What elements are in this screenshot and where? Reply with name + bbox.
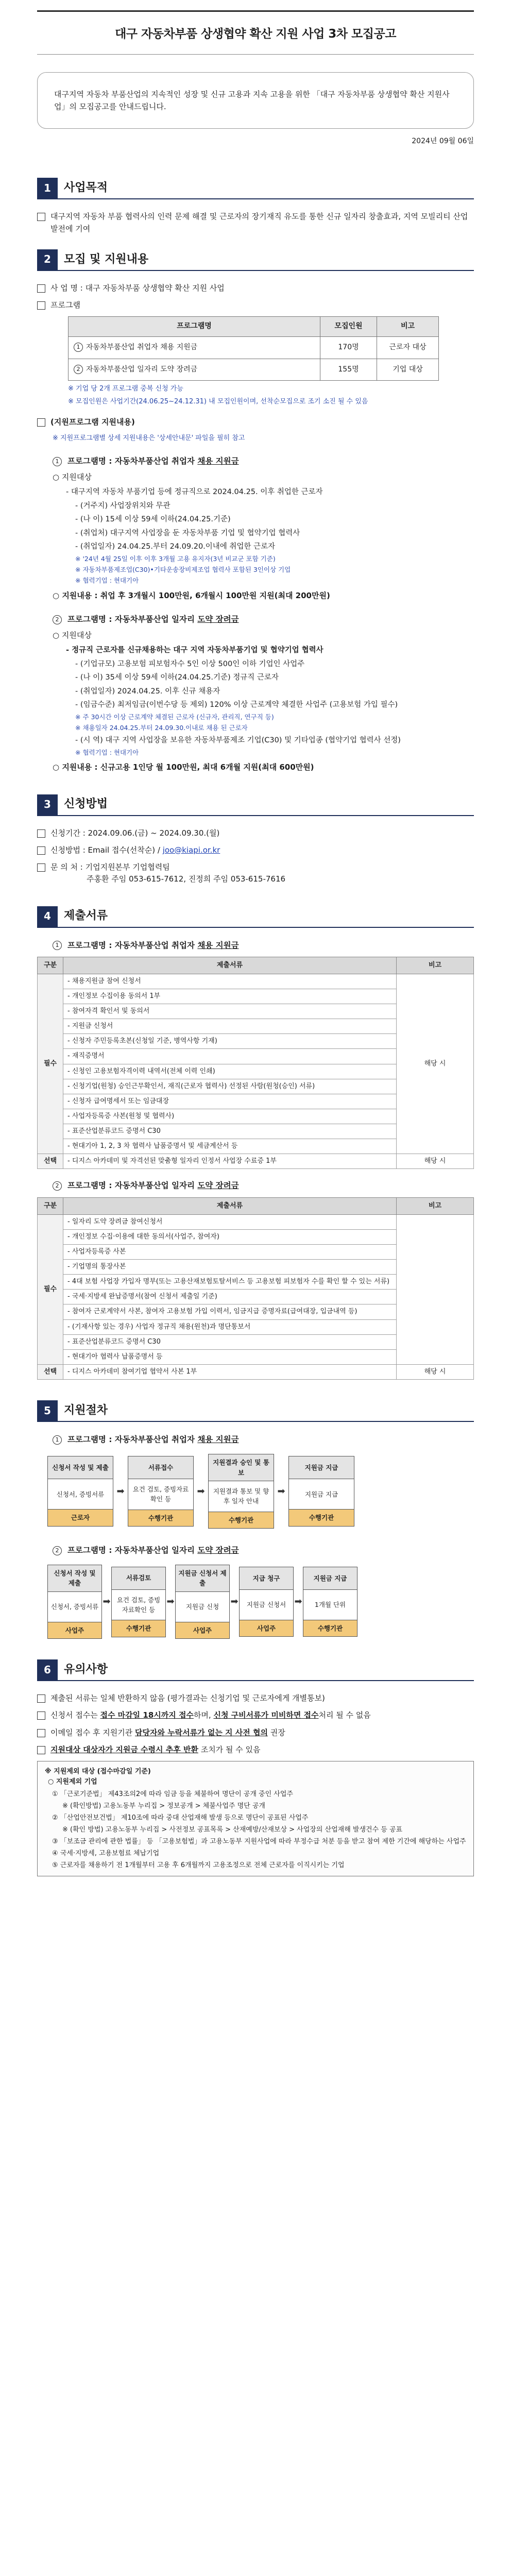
program-label-item — [37, 299, 474, 311]
p1-content-text: 지원내용 : 취업 후 3개월시 100만원, 6개월시 100만원 지원(최대 200만원) — [62, 590, 330, 600]
p2-line: - (기업규모) 고용보험 피보험자수 5인 이상 500인 이하 기업인 사업주 — [75, 659, 305, 668]
checkbox-square-icon — [37, 1694, 45, 1703]
checkbox-square-icon — [37, 284, 45, 293]
p2-line: - (임금수준) 최저임금(이번수당 등 제외) 120% 이상 근로계약 체결한 사업주 (고용보험 가입 필수) — [75, 701, 398, 709]
exclusion-box — [37, 1761, 474, 1876]
process-flow-1 — [47, 1454, 474, 1529]
flow-step — [128, 1456, 194, 1527]
arrow-right-icon: ➡ — [230, 1596, 239, 1607]
exclusion-sub: ○ 지원제외 기업 — [48, 1778, 97, 1786]
document-cell: - 사업자등록증 사본 — [63, 1244, 397, 1259]
flow-step-desc: 신청서, 증빙서류 — [50, 1603, 99, 1611]
document-cell: - 신청자 급여명세서 또는 임금대장 — [63, 1094, 397, 1109]
program-note: 기업 대상 — [377, 359, 439, 381]
program-1-head — [53, 455, 474, 467]
document-cell: - 4대 보험 사업장 가입자 명부(또는 고용산재보험토탈서비스 등 고용보험 피보험자 수를 확인 할 수 있는 서류) — [63, 1275, 397, 1290]
p1-line: - (나 이) 15세 이상 59세 이하(24.04.25.기준) — [75, 515, 231, 524]
contact-dept: 문 의 처 : 기업지원본부 기업협력팀 — [50, 862, 170, 872]
arrow-right-icon: ➡ — [197, 1485, 205, 1497]
docs-p1-title: 프로그램명 : 자동차부품산업 취업자 — [67, 940, 198, 950]
section-number: 5 — [37, 1400, 58, 1421]
checkbox-square-icon — [37, 213, 45, 221]
docs-p1-title-emph: 채용 지원금 — [197, 940, 239, 950]
program-table — [68, 316, 439, 381]
document-cell: - 신청인 고용보험자격이력 내역서(전체 이력 인쇄) — [63, 1064, 397, 1079]
flow-program-2-head — [53, 1544, 474, 1556]
circle-number: 2 — [53, 615, 62, 624]
apply-method: 신청방법 : Email 접수(선착순) / — [50, 845, 163, 855]
checkbox-square-icon — [37, 418, 45, 427]
flow-step-title: 지원금 지급 — [303, 1567, 357, 1590]
document-cell: - 참여자 근로계약서 사본, 참여자 고용보험 가입 이력서, 임금지급 증명자료(급여대장, 입금내역 등) — [63, 1304, 397, 1319]
flow-step-desc: 요건 검토, 증빙자료확인 등 — [132, 1485, 189, 1503]
flow-step-title: 서류접수 — [128, 1456, 193, 1479]
purpose-text: 대구지역 자동차 부품 협력사의 인력 문제 해결 및 근로자의 장기재직 유도를 통한 신규 일자리 창출효과, 지역 모빌리티 산업 발전에 기여 — [50, 212, 468, 233]
exclusion-head: ※ 지원제외 대상 (접수마감일 기준) — [45, 1768, 151, 1776]
documents-table-1 — [37, 957, 474, 1170]
arrow-right-icon: ➡ — [166, 1596, 175, 1607]
p2-content-text: 지원내용 : 신규고용 1인당 월 100만원, 최대 6개월 지원(최대 600만원) — [62, 762, 314, 772]
p1-note: ※ 협력기업 : 현대기아 — [75, 577, 139, 585]
p2-note: ※ 채용일자 24.04.25.부터 24.09.30.이내로 채용 된 근로자 — [75, 724, 248, 732]
section-number: 3 — [37, 794, 58, 815]
document-cell: - 사업자등록증 사본(원청 및 협력사) — [63, 1109, 397, 1124]
docs-program-1-head — [53, 939, 474, 952]
method-item — [37, 844, 474, 856]
flow-step-title: 서류검토 — [112, 1567, 165, 1590]
table-header: 모집인원 — [320, 317, 377, 337]
flow-step-actor: 수행기관 — [289, 1509, 354, 1526]
document-cell: - 국세·지방세 완납증명서(참여 신청서 제출일 기준) — [63, 1290, 397, 1304]
program-count: 155명 — [320, 359, 377, 381]
document-cell: - 현대기아 협력사 납품증명서 등 — [63, 1349, 397, 1364]
remark-cell: 해당 시 — [397, 974, 474, 1154]
section-6-header — [37, 1659, 474, 1681]
period-item — [37, 827, 474, 839]
caution-2: 신청서 접수는 접수 마감일 18시까지 접수하며, 신청 구비서류가 미비하면 접수처리 될 수 없음 — [50, 1710, 371, 1720]
caution-1: 제출된 서류는 일체 반환하지 않음 (평가결과는 신청기업 및 근로자에게 개별통보) — [50, 1693, 325, 1703]
exclusion-item: ④ 국세·지방세, 고용보험료 체납기업 — [52, 1850, 160, 1858]
target-label: ○ 지원대상 — [53, 631, 92, 640]
document-cell: - 표준산업분류코드 증명서 C30 — [63, 1124, 397, 1139]
exclusion-item: ※ (확인 방법) 고용노동부 누리집 > 사전정보 공표목록 > 산재예방/산재보상 > 사업장의 산업재해 발생건수 등 공표 — [62, 1825, 403, 1834]
document-cell: - 신청자 주민등록초본(신청일 기준, 병역사항 기재) — [63, 1034, 397, 1049]
document-cell: - 개인정보 수집이용 동의서 1부 — [63, 989, 397, 1004]
document-cell: - 디지스 아카데미 참여기업 협약서 사본 1부 — [63, 1365, 397, 1380]
program-note-2: ※ 모집인원은 사업기간(24.06.25~24.12.31) 내 모집인원이며, 선착순모집으로 조기 소진 될 수 있음 — [68, 397, 368, 405]
arrow-right-icon: ➡ — [103, 1596, 111, 1607]
p2-line: - (시 역) 대구 지역 사업장을 보유한 자동차부품제조 기업(C30) 및 기타업종 (협약기업 협력사 선정) — [75, 736, 401, 745]
flow-step-desc: 신청서, 증빙서류 — [56, 1490, 105, 1498]
p2-line: - (취업일자) 2024.04.25. 이후 신규 채용자 — [75, 687, 220, 696]
p1-line: - (거주지) 사업장위치와 무관 — [75, 501, 171, 510]
exclusion-item: ③ 「보조금 관리에 관한 법률」 등 「고용보험법」과 고용노동부 지원사업에 따라 부정수급 처분 등을 받고 참여 제한 기간에 해당하는 사업주 — [52, 1838, 466, 1846]
flow-p1-title: 프로그램명 : 자동차부품산업 취업자 — [67, 1435, 198, 1445]
flow-step-actor: 사업주 — [48, 1622, 101, 1638]
flow-step — [239, 1567, 294, 1637]
flow-step-desc: 지원금 신청 — [185, 1603, 219, 1611]
flow-step — [288, 1456, 354, 1526]
flow-step-actor: 수행기관 — [303, 1620, 357, 1636]
contact-item — [37, 861, 474, 886]
flow-step-desc: 지원금 지급 — [304, 1490, 338, 1498]
p2-note: ※ 협력기업 : 현대기아 — [75, 748, 139, 756]
flow-p2-title: 프로그램명 : 자동차부품산업 일자리 — [67, 1546, 198, 1555]
flow-step — [208, 1454, 274, 1529]
flow-step-actor: 수행기관 — [209, 1512, 274, 1528]
flow-step-desc: 지원금 신청서 — [246, 1601, 286, 1609]
exclusion-item: ※ (확인방법) 고용노동부 누리집 > 정보공개 > 체불사업주 명단 공개 — [62, 1802, 265, 1810]
category-cell: 선택 — [38, 1365, 63, 1380]
p1-line: - 대구지역 자동차 부품기업 등에 정규직으로 2024.04.25. 이후 취업한 근로자 — [66, 488, 323, 497]
p2-content: ○ 지원내용 : 신규고용 1인당 월 100만원, 최대 6개월 지원(최대 600만원) — [53, 762, 314, 772]
section-number: 2 — [37, 249, 58, 270]
documents-table-2 — [37, 1197, 474, 1380]
section-title: 사업목적 — [64, 181, 108, 195]
flow-step — [175, 1565, 230, 1639]
circle-number: 1 — [74, 343, 83, 352]
flow-step-title: 신청서 작성 및 제출 — [48, 1456, 113, 1479]
table-header: 비고 — [377, 317, 439, 337]
flow-step-title: 지원금 지급 — [289, 1456, 354, 1479]
table-row — [69, 359, 439, 381]
table-row — [38, 1365, 474, 1380]
support-note: ※ 지원프로그램별 상세 지원내용은 '상세안내문' 파일을 필히 참고 — [53, 434, 245, 442]
checkbox-square-icon — [37, 301, 45, 310]
caution-item — [37, 1709, 474, 1721]
exclusion-item: ① 「근로기준법」 제43조의2에 따라 임금 등을 체불하여 명단이 공개 중인 사업주 — [52, 1790, 293, 1798]
section-title: 모집 및 지원내용 — [64, 252, 149, 266]
p1-line: - (취업일자) 24.04.25.부터 24.09.20.이내에 취업한 근로자 — [75, 543, 276, 551]
document-cell: - 재직증명서 — [63, 1049, 397, 1064]
checkbox-square-icon — [37, 829, 45, 838]
program-label: 프로그램 — [50, 300, 80, 310]
flow-step — [111, 1567, 166, 1637]
arrow-right-icon: ➡ — [294, 1596, 302, 1607]
p2-line: - (나 이) 35세 이상 59세 이하(24.04.25.기준) 정규직 근로자 — [75, 673, 279, 682]
category-cell: 선택 — [38, 1154, 63, 1169]
flow-p1-title-emph: 채용 지원금 — [197, 1435, 239, 1445]
document-cell: - 지원금 신청서 — [63, 1019, 397, 1034]
flow-step-title: 지원금 신청서 제출 — [176, 1565, 229, 1592]
document-cell: - 참여자격 확인서 및 동의서 — [63, 1004, 397, 1019]
flow-p2-title-emph: 도약 장려금 — [197, 1546, 239, 1555]
project-name: 사 업 명 : 대구 자동차부품 상생협약 확산 지원 사업 — [50, 283, 225, 293]
section-title: 신청방법 — [64, 798, 108, 811]
program-note: 근로자 대상 — [377, 337, 439, 359]
support-content-item — [37, 416, 474, 428]
arrow-right-icon: ➡ — [277, 1485, 285, 1497]
document-cell: - 기업명의 통장사본 — [63, 1260, 397, 1275]
table-header: 제출서류 — [63, 1197, 397, 1214]
table-header: 제출서류 — [63, 957, 397, 974]
purpose-item — [37, 211, 474, 235]
arrow-right-icon: ➡ — [116, 1485, 125, 1497]
remark-cell: 해당 시 — [397, 1365, 474, 1380]
category-cell: 필수 — [38, 974, 63, 1154]
flow-step-actor: 수행기관 — [128, 1510, 193, 1526]
apply-period: 신청기간 : 2024.09.06.(금) ~ 2024.09.30.(월) — [50, 828, 220, 838]
table-row — [38, 974, 474, 989]
project-name-item — [37, 282, 474, 294]
section-5-header — [37, 1400, 474, 1422]
category-cell: 필수 — [38, 1214, 63, 1364]
docs-program-2-head — [53, 1179, 474, 1192]
table-header: 프로그램명 — [69, 317, 320, 337]
section-4-header — [37, 906, 474, 928]
flow-step — [303, 1567, 357, 1637]
section-title: 제출서류 — [64, 909, 108, 923]
document-cell: - 채용지원금 참여 신청서 — [63, 974, 397, 989]
exclusion-item: ⑤ 근로자를 채용하기 전 1개월부터 고용 후 6개월까지 고용조정으로 전체 근로자를 이직시키는 기업 — [52, 1861, 345, 1870]
flow-step — [47, 1565, 102, 1639]
program-1-title-emph: 채용 지원금 — [197, 456, 239, 466]
caution-item — [37, 1692, 474, 1704]
section-number: 4 — [37, 906, 58, 927]
intro-text: 대구지역 자동차 부품산업의 지속적인 성장 및 신규 고용과 지속 고용을 위한 「대구 자동차부품 상생협약 확산 지원사업」의 모집공고를 안내드립니다. — [54, 89, 450, 111]
target-label: ○ 지원대상 — [53, 472, 92, 482]
checkbox-square-icon — [37, 1746, 45, 1754]
table-row — [38, 1154, 474, 1169]
section-number: 6 — [37, 1659, 58, 1680]
caution-item — [37, 1727, 474, 1739]
section-title: 지원절차 — [64, 1404, 108, 1417]
caution-3: 이메일 접수 후 지원기관 담당자와 누락서류가 없는 지 사전 협의 권장 — [50, 1727, 285, 1737]
circle-number: 2 — [53, 1181, 62, 1191]
circle-number: 2 — [53, 1546, 62, 1555]
program-count: 170명 — [320, 337, 377, 359]
p1-content: ○ 지원내용 : 취업 후 3개월시 100만원, 6개월시 100만원 지원(최대 200만원) — [53, 590, 330, 600]
caution-item — [37, 1744, 474, 1756]
checkbox-square-icon — [37, 863, 45, 872]
document-cell: - 일자리 도약 장려금 참여신청서 — [63, 1214, 397, 1229]
remark-cell — [397, 1214, 474, 1364]
section-title: 유의사항 — [64, 1663, 108, 1676]
document-cell: - 현대기아 1, 2, 3 차 협력사 납품증명서 및 세금계산서 등 — [63, 1139, 397, 1154]
flow-step-desc: 1개월 단위 — [314, 1601, 346, 1609]
checkbox-square-icon — [37, 1711, 45, 1720]
flow-step-title: 지원결과 승인 및 통보 — [209, 1454, 274, 1481]
flow-step-actor: 사업주 — [176, 1622, 229, 1638]
circle-number: 2 — [74, 365, 83, 374]
section-number: 1 — [37, 178, 58, 198]
intro-box — [37, 72, 474, 129]
section-1-header — [37, 178, 474, 199]
flow-step-actor: 사업주 — [240, 1620, 293, 1636]
flow-step-title: 지급 청구 — [240, 1567, 293, 1590]
target-label-text: 지원대상 — [61, 631, 92, 640]
flow-step-title: 신청서 작성 및 제출 — [48, 1565, 101, 1592]
table-row — [69, 337, 439, 359]
circle-number: 1 — [53, 457, 62, 466]
program-2-title-emph: 도약 장려금 — [197, 615, 239, 624]
p1-line: - (취업처) 대구지역 사업장을 둔 자동차부품 기업 및 협약기업 협력사 — [75, 529, 300, 537]
remark-cell: 해당 시 — [397, 1154, 474, 1169]
page-title: 대구 자동차부품 상생협약 확산 지원 사업 3차 모집공고 — [37, 10, 474, 55]
docs-p2-title-emph: 도약 장려금 — [197, 1181, 239, 1191]
section-2-header — [37, 249, 474, 271]
exclusion-item: ② 「산업안전보건법」 제10조에 따라 중대 산업재해 발생 등으로 명단이 공표된 사업주 — [52, 1814, 309, 1822]
flow-step-desc: 요건 검토, 증빙자료확인 등 — [116, 1596, 161, 1614]
document-cell: - 디지스 아카데미 및 자격선된 맞춤형 일자리 인정서 사업장 수료증 1부 — [63, 1154, 397, 1169]
section-3-header — [37, 794, 474, 816]
p2-line: - 정규직 근로자를 신규채용하는 대구 지역 자동차부품기업 및 협약기업 협력사 — [66, 646, 323, 655]
announcement-date: 2024년 09월 06일 — [412, 137, 474, 145]
document-cell: - 개인정보 수집·이용에 대한 동의서(사업주, 참여자) — [63, 1229, 397, 1244]
program-2-head — [53, 613, 474, 625]
circle-number: 1 — [53, 941, 62, 950]
p1-note: ※ '24년 4월 25일 이후 이후 3개월 고용 유지자(3년 비교군 포함 기준) — [75, 554, 276, 563]
program-2-title: 프로그램명 : 자동차부품산업 일자리 — [67, 615, 198, 624]
program-name: 자동차부품산업 취업자 채용 지원금 — [86, 343, 198, 352]
p1-note: ※ 자동차부품제조업(C30)•기타운송장비제조업 협력사 포함된 3인이상 기업 — [75, 566, 291, 574]
document-cell: - 표준산업분류코드 증명서 C30 — [63, 1334, 397, 1349]
process-flow-2 — [47, 1565, 474, 1639]
checkbox-square-icon — [37, 1729, 45, 1737]
table-header: 구분 — [38, 957, 63, 974]
circle-number: 1 — [53, 1435, 62, 1445]
table-header: 비고 — [397, 957, 474, 974]
docs-p2-title: 프로그램명 : 자동차부품산업 일자리 — [67, 1181, 198, 1191]
program-1-title: 프로그램명 : 자동차부품산업 취업자 — [67, 456, 198, 466]
table-header: 구분 — [38, 1197, 63, 1214]
support-content-head: (지원프로그램 지원내용) — [50, 417, 135, 427]
contact-people: 주홍환 주임 053-615-7612, 진정희 주임 053-615-7616 — [87, 874, 286, 884]
flow-step-actor: 수행기관 — [112, 1620, 165, 1636]
flow-step-actor: 근로자 — [48, 1509, 113, 1526]
flow-step-desc: 지원결과 통보 및 향후 일자 안내 — [213, 1487, 269, 1505]
table-row — [38, 1214, 474, 1229]
flow-step — [47, 1456, 113, 1526]
target-label-text: 지원대상 — [61, 472, 92, 482]
flow-program-1-head — [53, 1433, 474, 1446]
program-name: 자동차부품산업 일자리 도약 장려금 — [86, 365, 198, 374]
checkbox-square-icon — [37, 846, 45, 855]
document-cell: - (기재사항 있는 경우) 사업자 정규직 채용(원천)과 명단통보서 — [63, 1319, 397, 1334]
table-header: 비고 — [397, 1197, 474, 1214]
email-link[interactable]: joo@kiapi.or.kr — [162, 845, 220, 855]
program-note-1: ※ 기업 당 2개 프로그램 중복 신청 가능 — [68, 385, 183, 393]
p2-note: ※ 주 30시간 이상 근로계약 체결된 근로자 (신규자, 관리직, 연구직 등) — [75, 713, 274, 721]
caution-4: 지원대상 대상자가 지원금 수령시 추후 반환 조치가 될 수 있음 — [50, 1744, 261, 1754]
document-cell: - 신청기업(원청) 승인근무확인서, 재직(근로자 협력사) 선정된 사람(원청(승인) 서류) — [63, 1079, 397, 1094]
